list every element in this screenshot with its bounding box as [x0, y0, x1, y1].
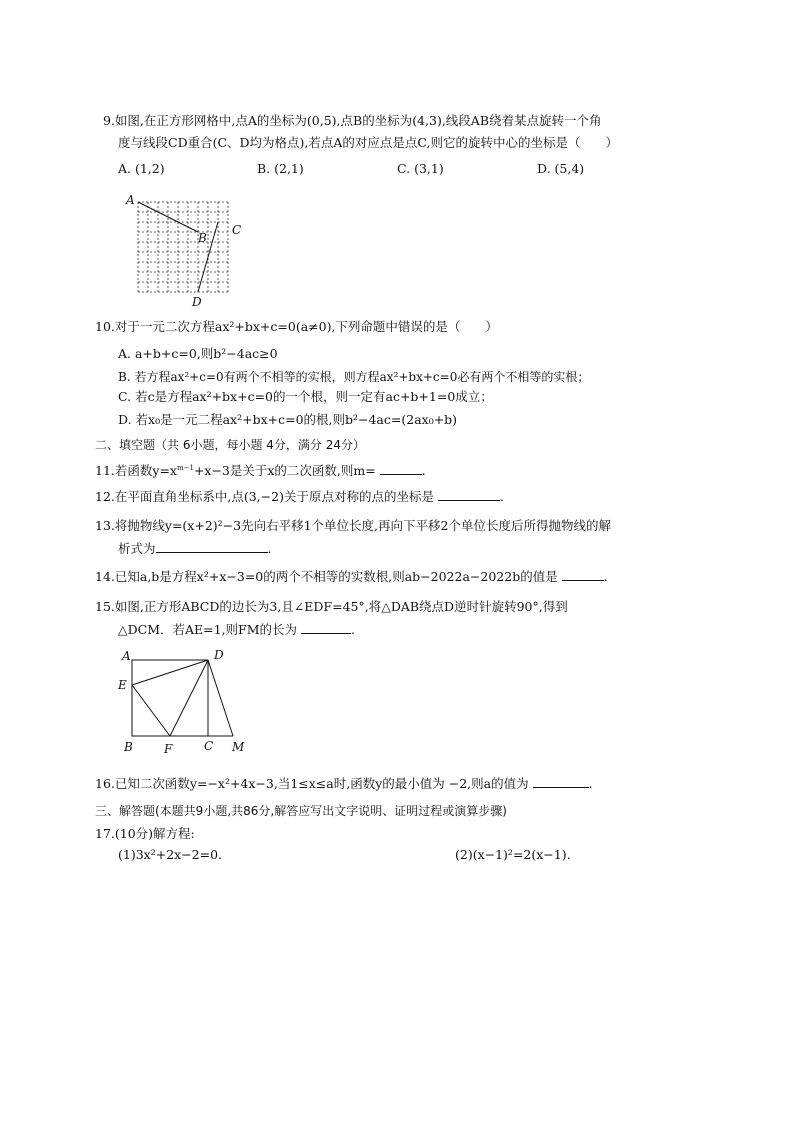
q14 [95, 568, 608, 586]
q15-answer-blank[interactable] [301, 621, 351, 634]
q11-answer-blank[interactable] [380, 462, 422, 475]
q9-option-b: B. (2,1) [257, 161, 304, 176]
q9-grid-figure [120, 190, 250, 312]
q11-end: . [421, 463, 426, 479]
q11-post: +x−3是关于x的二次函数,则m= [193, 463, 376, 479]
q10-option-b: B. 若方程ax²+c=0有两个不相等的实根，则方程ax²+bx+c=0必有两个不相等的实根； [118, 370, 590, 384]
q15-square-figure [112, 642, 260, 760]
q15-line2 [118, 621, 355, 639]
q17-stem: 17.(10分)解方程: [95, 826, 195, 841]
q12-answer-blank[interactable] [438, 488, 500, 501]
segment-de [132, 660, 208, 685]
label-b: B [198, 231, 207, 245]
q12-end: . [499, 489, 504, 504]
q9-line1: 9.如图,在正方形网格中,点A的坐标为(0,5),点B的坐标为(4,3),线段AB绕着某点旋转一个角 [103, 113, 602, 128]
q17-part2: (2)(x−1)²=2(x−1). [455, 847, 571, 862]
label-b: B [124, 740, 133, 754]
q12 [95, 488, 504, 506]
label-c: C [204, 739, 214, 753]
q11-pre: 11.若函数y=x [95, 463, 177, 479]
q15-line1: 15.如图,正方形ABCD的边长为3,且∠EDF=45°,将△DAB绕点D逆时针旋转90°,得到 [95, 599, 568, 614]
label-c: C [232, 223, 242, 237]
label-m: M [232, 740, 245, 754]
square-abcd [132, 660, 208, 736]
q10-option-c: C. 若c是方程ax²+bx+c=0的一个根，则一定有ac+b+1=0成立； [118, 389, 493, 404]
label-a: A [126, 193, 135, 207]
q13-line1: 13.将抛物线y=(x+2)²−3先向右平移1个单位长度,再向下平移2个单位长度后所得抛物线的解 [95, 518, 611, 533]
q9-line2: 度与线段CD重合(C、D均为格点),若点A的对应点是点C,则它的旋转中心的坐标是（ ） [118, 135, 619, 150]
q16 [95, 775, 593, 793]
q11-exponent: m−1 [176, 464, 194, 472]
label-d: D [214, 648, 224, 662]
q14-text: 14.已知a,b是方程x²+x−3=0的两个不相等的实数根,则ab−2022a−2022b的值是 [95, 569, 558, 584]
section-3-heading: 三、解答题(本题共9小题,共86分,解答应写出文字说明、证明过程或演算步骤) [95, 804, 507, 818]
q16-end: . [588, 776, 593, 791]
q13-line2 [118, 540, 272, 558]
q14-answer-blank[interactable] [562, 568, 604, 581]
q15-line2-text: △DCM．若AE=1,则FM的长为 [118, 622, 298, 637]
q17-part1: (1)3x²+2x−2=0. [118, 847, 223, 862]
q9-option-a: A. (1,2) [118, 161, 165, 176]
section-2-heading: 二、填空题（共 6小题，每小题 4分，满分 24分） [95, 438, 365, 452]
segment-df [170, 660, 208, 736]
q15-end: . [351, 622, 355, 637]
q14-end: . [603, 569, 608, 584]
q11 [95, 459, 426, 480]
segment-dm [208, 660, 233, 736]
q12-text: 12.在平面直角坐标系中,点(3,−2)关于原点对称的点的坐标是 [95, 489, 434, 504]
label-e: E [118, 678, 127, 692]
q10-option-d: D. 若x₀是一元二程ax²+bx+c=0的根,则b²−4ac=(2ax₀+b) [118, 412, 458, 427]
q9-option-c: C. (3,1) [397, 161, 444, 176]
q16-answer-blank[interactable] [533, 775, 589, 788]
q13-answer-blank[interactable] [156, 540, 268, 553]
segment-ef [132, 685, 170, 736]
q10-stem: 10.对于一元二次方程ax²+bx+c=0(a≠0),下列命题中错误的是（ ） [95, 319, 498, 334]
label-d: D [192, 295, 202, 309]
q10-option-a: A. a+b+c=0,则b²−4ac≥0 [118, 346, 278, 361]
label-f: F [164, 742, 173, 756]
q16-text: 16.已知二次函数y=−x²+4x−3,当1≤x≤a时,函数y的最小值为 −2,则a的值为 [95, 776, 529, 791]
label-a: A [122, 649, 131, 663]
q9-option-d: D. (5,4) [537, 161, 585, 176]
q13-line2-text: 析式为 [118, 541, 156, 556]
q9-grid [138, 202, 228, 292]
q13-end: . [267, 541, 272, 556]
